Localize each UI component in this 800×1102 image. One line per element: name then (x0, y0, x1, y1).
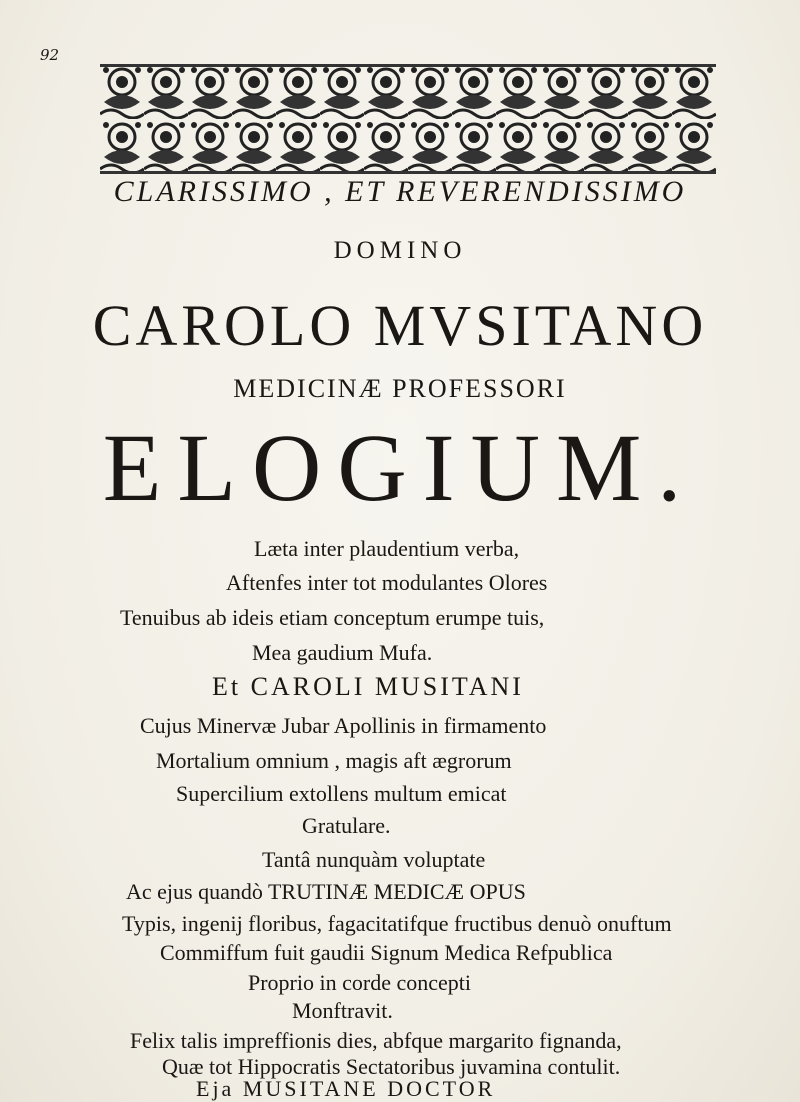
verse-line: Quæ tot Hippocratis Sectatoribus juvamina contulit. (162, 1054, 621, 1079)
verse-line: Ac ejus quandò TRUTINÆ MEDICÆ OPUS (126, 879, 526, 904)
ornamental-headpiece (100, 64, 716, 174)
verse-line: Gratulare. (302, 813, 391, 838)
domino-line: DOMINO (333, 237, 467, 264)
dedicatee-name: CAROLO MVSITANO (92, 293, 708, 358)
verse-line: Felix talis impreffionis dies, abfque margarito fignanda, (130, 1028, 622, 1053)
verse-line: Cujus Minervæ Jubar Apollinis in firmamento (140, 713, 547, 738)
verse-line: Proprio in corde concepti (248, 970, 471, 995)
verse-line: Eja MUSITANE DOCTOR (196, 1076, 496, 1101)
verse-line: Aftenfes inter tot modulantes Olores (226, 570, 548, 595)
verse-line: Tantâ nunquàm voluptate (262, 847, 486, 872)
verse-line: Tenuibus ab ideis etiam conceptum erumpe tuis, (120, 605, 545, 630)
page-number: 92 (40, 46, 60, 64)
verse-line: Monftravit. (292, 998, 393, 1023)
professor-title: MEDICINÆ PROFESSORI (233, 374, 567, 403)
verse-line: Et CAROLI MUSITANI (212, 672, 524, 701)
verse-line: Typis, ingenij floribus, fagacitatifque fructibus denuò onuftum (122, 911, 672, 936)
verse-line: Læta inter plaudentium verba, (254, 536, 520, 561)
elogium-title: ELOGIUM. (102, 414, 698, 521)
verse-line: Supercilium extollens multum emicat (176, 781, 507, 806)
verse-line: Mortalium omnium , magis aft ægrorum (156, 748, 512, 773)
verse-line: Mea gaudium Mufa. (252, 640, 433, 665)
verse-line: Commiffum fuit gaudii Signum Medica Refpublica (160, 940, 613, 965)
dedication-line: CLARISSIMO , ET REVERENDISSIMO (113, 175, 687, 208)
